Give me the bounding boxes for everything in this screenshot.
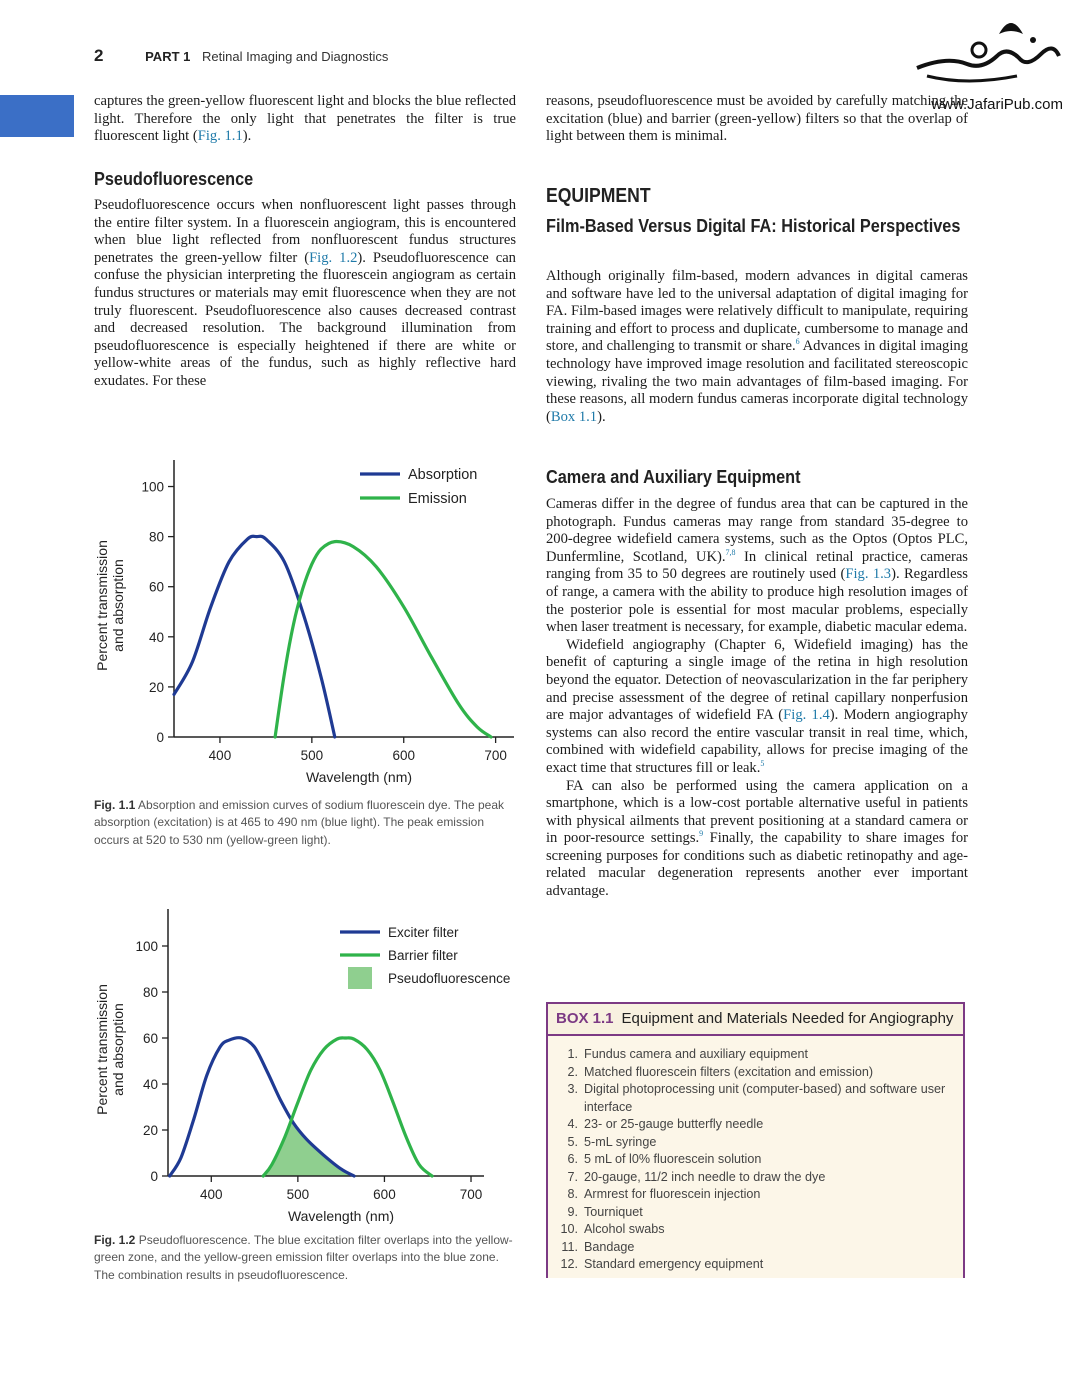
x-tick-label: 400 [208,748,232,763]
y-tick-label: 40 [142,1077,158,1092]
cam-text-1a: Cameras differ in the degree of fundus area that can be captured in the photograph. Fundus cameras may range from standard 35-degree to 200-degree widefield camera systems, such as the Optos (Optos PLC, Dunfermline, Scotland, UK). [546,496,968,565]
list-number: 9. [567,1204,578,1219]
y-axis-label: and absorption [110,559,126,652]
legend-swatch [348,967,372,989]
list-number: 5. [567,1134,578,1149]
cam-text-2a: Widefield angiography (Chapter 6, Widefield imaging) has the benefit of capturing a single image of the retina in high resolution beyond the equator. Detection of neovascularization in the far periphery and precise assessment of the degree of retinal capillary nonperfusion are major advantages of widefield FA ( [546,636,968,724]
x-axis-label: Wavelength (nm) [305,769,413,785]
y-tick-label: 20 [142,1123,158,1138]
list-text: 23- or 25-gauge butterfly needle [584,1117,764,1131]
film-based-heading: Film-Based Versus Digital FA: Historical Perspectives [546,215,961,236]
legend-label: Pseudofluorescence [388,971,511,986]
legend-label: Exciter filter [388,925,459,940]
running-header [94,46,388,66]
fig-1-1-caption [94,797,514,849]
x-tick-label: 600 [373,1187,396,1202]
fig-1-1-caption-text: Absorption and emission curves of sodium fluorescein dye. The peak absorption (excitation) is at 465 to 490 nm (blue light). The peak emission occurs at 520 to 530 nm (yellow-green light). [94,798,504,847]
list-text: Alcohol swabs [584,1222,665,1236]
legend-label: Barrier filter [388,948,458,963]
right-column-continuation [546,93,968,146]
equipment-list-item [548,1256,963,1274]
equipment-list-item [548,1221,963,1239]
equipment-list-item [548,1134,963,1152]
pseudofluorescence-paragraph [94,197,516,391]
y-tick-label: 40 [148,629,164,645]
intro-text: captures the green-yellow fluorescent light and blocks the blue reflected light. Therefore the only light that penetrates the filter is true fluorescent light ( [94,93,516,145]
legend-label: Absorption [408,467,478,483]
fig-1-3-link[interactable]: Fig. 1.3 [845,566,892,583]
film-end: ). [597,408,606,425]
ref-7-8[interactable]: 7,8 [725,547,736,557]
list-text: 20-gauge, 11/2 inch needle to draw the dye [584,1169,826,1184]
film-text-1: Although originally film-based, modern advances in digital cameras and software have led to the universal adaptation of digital imaging for FA. Film-based images were relatively difficult to manipulate, requiring training and effort to process and duplicate, cumbersome to manage and store, and challenging to transmit or share. [546,268,968,355]
list-number: 6. [567,1152,578,1166]
fig-1-2-chart [88,903,528,1233]
running-title: Retinal Imaging and Diagnostics [201,49,389,64]
y-axis-label: and absorption [110,1003,126,1096]
fig-1-1-label: Fig. 1.1 [94,798,136,812]
film-based-paragraph [546,268,968,426]
calligraphy-logo-icon [907,6,1067,96]
x-tick-label: 600 [392,748,415,763]
continuation-text: reasons, pseudofluorescence must be avoided by carefully matching the excitation (blue) and barrier (green-yellow) filters so that the overlap of light between them is minimal. [546,93,968,145]
equipment-list-item [548,1151,963,1169]
fig-1-1-link[interactable]: Fig. 1.1 [197,128,243,145]
left-column-intro [94,93,516,146]
list-text: Tourniquet [584,1204,643,1219]
equipment-list-item [548,1046,963,1064]
page-number: 2 [94,46,104,65]
x-tick-label: 700 [484,748,507,763]
y-tick-label: 80 [142,985,158,1000]
fig-1-2-caption-text: Pseudofluorescence. The blue excitation filter overlaps into the yellow-green zone, and the yellow-green emission filter overlaps into the blue zone. The combination results in pseudofluorescence. [94,1233,513,1282]
series-line-exciter-filter [170,1038,354,1176]
list-text: 5 mL of l0% fluorescein solution [584,1152,762,1166]
camera-heading: Camera and Auxiliary Equipment [546,466,801,487]
list-number: 12. [560,1257,578,1271]
equipment-list-item [548,1239,963,1257]
cam-text-3a: FA can also be performed using the camera application on a smartphone, which is a low-cost portable alternative useful in patients with physical ailments that prevent positioning at a standard camera or in poor-resource settings. [546,777,968,847]
equipment-heading: EQUIPMENT [546,185,651,207]
series-line-emission [275,542,491,737]
fig-1-2-label: Fig. 1.2 [94,1233,136,1247]
y-tick-label: 100 [135,939,158,954]
intro-end: ). [242,128,252,145]
ref-6[interactable]: 6 [795,337,800,347]
equipment-list [548,1046,963,1274]
y-tick-label: 80 [148,529,164,545]
equipment-list-item [548,1169,963,1187]
box-1-1-link[interactable]: Box 1.1 [550,408,598,425]
part-label: PART 1 [145,49,191,64]
film-text-2: Advances in digital imaging technology have improved image resolution and facilitated stereoscopic viewing, rivaling the two main advantages of film-based imaging. For these reasons, all modern fundus cameras incorporate digital technology ( [546,338,968,425]
list-text: Digital photoprocessing unit (computer-based) and software user interface [584,1082,946,1114]
cam-text-1c: ). Regardless of range, a camera with the ability to produce high resolution images of the posterior pole is essential for most macular problems, especially when laser treatment is necessary, for example, diabetic macular edema. [546,566,968,636]
box-title: Equipment and Materials Needed for Angiography [621,1010,954,1027]
list-number: 3. [567,1082,578,1096]
y-axis-label: Percent transmission [94,540,110,671]
list-number: 10. [560,1222,578,1236]
list-number: 4. [567,1117,578,1131]
camera-paragraphs [546,496,968,901]
x-tick-label: 700 [459,1187,483,1202]
equipment-list-item [548,1186,963,1204]
ref-9[interactable]: 9 [699,829,704,839]
box-label: BOX 1.1 [556,1010,614,1027]
y-tick-label: 60 [148,579,164,595]
list-text: Bandage [584,1239,635,1254]
list-text: Fundus camera and auxiliary equipment [584,1047,809,1061]
fig-1-4-link[interactable]: Fig. 1.4 [783,707,830,724]
equipment-list-item [548,1116,963,1134]
pseudo-text-1: Pseudofluorescence occurs when nonfluorescent light passes through the entire filter system. In a fluorescein angiogram, this is encountered when blue light reflected from nonfluorescent fundus structures penetrates the green-yellow filter ( [94,197,516,266]
equipment-list-item [548,1081,963,1116]
box-1-1-header [548,1004,963,1036]
y-tick-label: 60 [142,1031,158,1046]
y-tick-label: 100 [141,479,164,495]
y-tick-label: 20 [148,679,164,695]
x-axis-label: Wavelength (nm) [287,1208,395,1224]
publisher-url: www.JafariPub.com [931,96,1063,113]
pseudofluorescence-heading: Pseudofluorescence [94,168,254,189]
list-text: Matched fluorescein filters (excitation and emission) [584,1064,874,1079]
list-number: 1. [567,1047,578,1061]
y-tick-label: 0 [150,1169,158,1184]
legend-label: Emission [408,491,467,507]
list-text: Armrest for fluorescein injection [584,1187,761,1201]
box-1-1-body [548,1036,963,1278]
x-tick-label: 400 [200,1187,223,1202]
fig-1-2-link[interactable]: Fig. 1.2 [309,249,358,266]
y-tick-label: 0 [156,730,164,745]
list-number: 7. [567,1169,578,1184]
equipment-list-item [548,1064,963,1082]
list-number: 8. [567,1187,578,1201]
list-text: Standard emergency equipment [584,1257,764,1271]
list-number: 11. [561,1239,578,1254]
list-text: 5-mL syringe [584,1134,657,1149]
cam-text-1b: In clinical retinal practice, cameras ranging from 35 to 50 degrees are routinely used ( [546,548,968,583]
pseudo-text-2: ). Pseudofluorescence can confuse the physician interpreting the fluorescein angiogram as certain fundus structures or materials may emit fluorescence when they are not truly fluorescent. Pseudofluorescence also causes decreased contrast and decreased resolution. The background illumination from pseudofluorescence is especially heightened if there are white or yellow-white areas of the fundus, such as highly reflective hard exudates. For these [94,249,516,389]
x-tick-label: 500 [286,1187,310,1202]
ref-5[interactable]: 5 [760,759,765,769]
fig-1-1-chart [88,450,528,800]
box-1-1 [546,1002,965,1278]
cam-text-3b: Finally, the capability to share images for screening purposes for conditions such as diabetic retinopathy and age-related macular degeneration represents another ever important advantage. [546,830,968,900]
fig-1-2-caption [94,1232,514,1284]
x-tick-label: 500 [300,748,324,763]
equipment-list-item [548,1204,963,1222]
list-number: 2. [567,1064,578,1079]
section-tab-marker [0,95,74,137]
y-axis-label: Percent transmission [94,984,110,1115]
cam-text-2b: ). Modern angiography systems can also record the entire vascular transit in real time, which, combined with widefield capability, allows for precise imaging of the exact time that structures fill or leak. [546,707,968,776]
